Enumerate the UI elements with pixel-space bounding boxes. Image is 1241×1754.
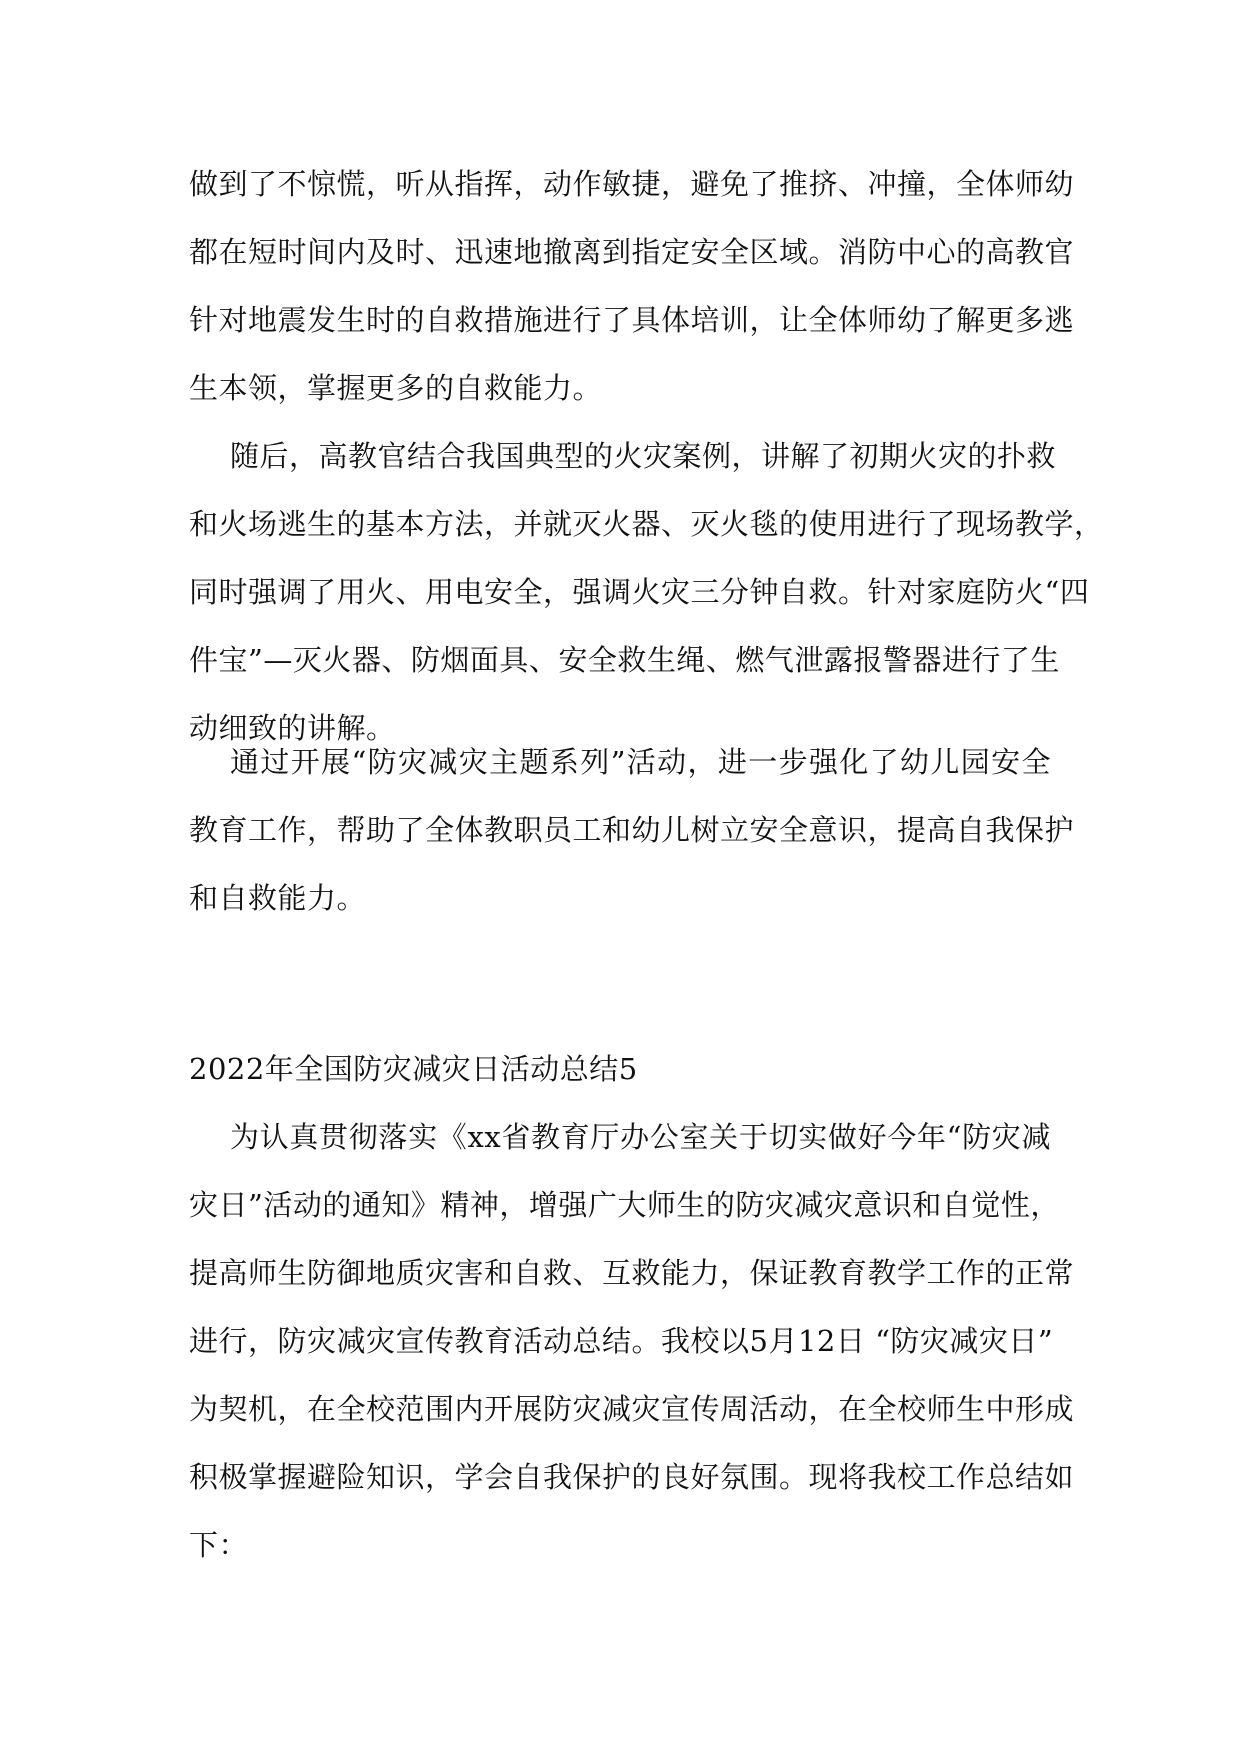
paragraph-line: 生本领，掌握更多的自救能力。: [189, 371, 603, 405]
paragraph-line: 下：: [189, 1528, 249, 1562]
paragraph-earthquake-drill: [189, 150, 1075, 422]
paragraph-line: 针对地震发生时的自救措施进行了具体培训，让全体师幼了解更多逃: [189, 303, 1075, 337]
paragraph-school-summary: [189, 1103, 1075, 1579]
paragraph-line: 和火场逃生的基本方法，并就灭火器、灭火毯的使用进行了现场教学，: [189, 507, 1104, 541]
paragraph-line: 提高师生防御地质灾害和自救、互救能力，保证教育教学工作的正常: [189, 1256, 1075, 1290]
paragraph-line: 随后，高教官结合我国典型的火灾案例，讲解了初期火灾的扑救: [230, 439, 1057, 473]
paragraph-line: 做到了不惊慌，听从指挥，动作敏捷，避免了推挤、冲撞，全体师幼: [189, 167, 1075, 201]
section-title: 2022年全国防灾减灾日活动总结5: [189, 1052, 638, 1086]
paragraph-line: 件宝”—灭火器、防烟面具、安全救生绳、燃气泄露报警器进行了生: [189, 643, 1060, 677]
paragraph-line: 和自救能力。: [189, 881, 367, 915]
paragraph-line: 积极掌握避险知识，学会自我保护的良好氛围。现将我校工作总结如: [189, 1460, 1075, 1494]
paragraph-line: 为认真贯彻落实《xx省教育厅办公室关于切实做好今年“防灾减: [230, 1120, 1051, 1154]
paragraph-line: 为契机，在全校范围内开展防灾减灾宣传周活动，在全校师生中形成: [189, 1392, 1075, 1426]
paragraph-line: 动细致的讲解。: [189, 711, 396, 745]
paragraph-line: 同时强调了用火、用电安全，强调火灾三分钟自救。针对家庭防火“四: [189, 575, 1090, 609]
paragraph-line: 都在短时间内及时、迅速地撤离到指定安全区域。消防中心的高教官: [189, 235, 1075, 269]
paragraph-conclusion: [189, 728, 1075, 932]
paragraph-line: 进行，防灾减灾宣传教育活动总结。我校以5月12日 “防灾减灾日”: [189, 1324, 1054, 1358]
paragraph-line: 通过开展“防灾减灾主题系列”活动，进一步强化了幼儿园安全: [230, 745, 1051, 779]
paragraph-line: 灾日”活动的通知》精神，增强广大师生的防灾减灾意识和自觉性，: [189, 1188, 1060, 1222]
paragraph-fire-training: [189, 422, 1104, 762]
paragraph-line: 教育工作，帮助了全体教职员工和幼儿树立安全意识，提高自我保护: [189, 813, 1075, 847]
